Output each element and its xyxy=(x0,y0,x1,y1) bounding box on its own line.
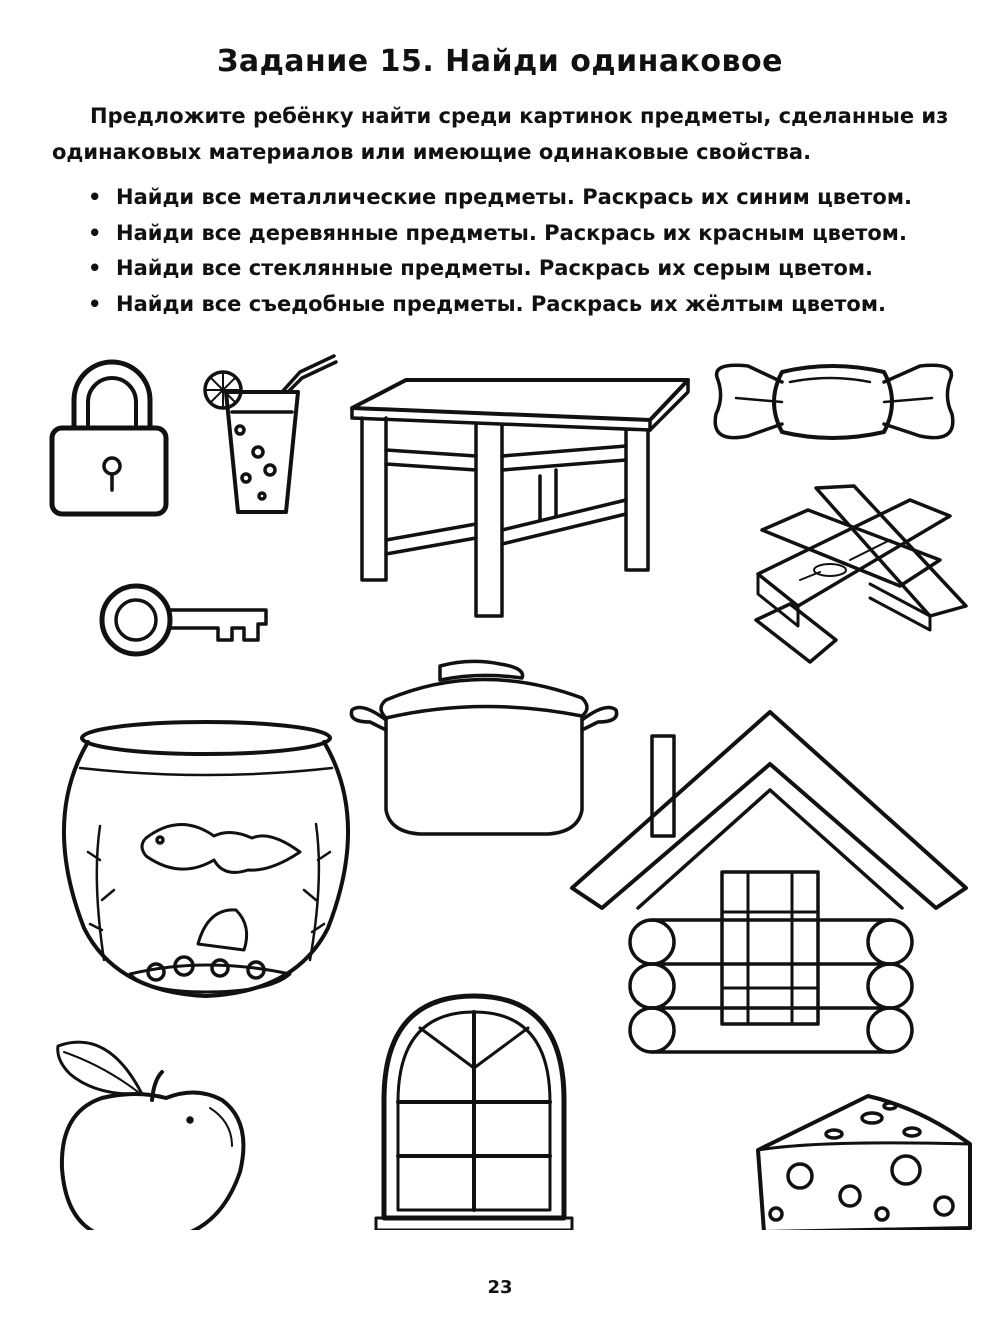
window-icon[interactable] xyxy=(376,996,572,1230)
pot-icon[interactable] xyxy=(351,661,616,834)
task-glass: • Найди все стеклянные предметы. Раскрась их серым цветом. xyxy=(88,251,912,287)
candy-icon[interactable] xyxy=(715,365,953,438)
cheese-icon[interactable] xyxy=(758,1096,970,1230)
planks-icon[interactable] xyxy=(756,486,966,662)
instructions-line-1: Предложите ребёнку найти среди картинок предметы, сделанные из xyxy=(90,104,949,128)
padlock-icon[interactable] xyxy=(52,362,166,514)
coloring-pictures xyxy=(0,330,1000,1230)
glass-of-juice-icon[interactable] xyxy=(205,356,336,512)
key-icon[interactable] xyxy=(102,586,266,654)
task-list xyxy=(88,180,912,322)
page-title: Задание 15. Найди одинаковое xyxy=(217,44,783,79)
task-edible: • Найди все съедобные предметы. Раскрась их жёлтым цветом. xyxy=(88,287,912,323)
log-house-icon[interactable] xyxy=(572,712,966,1052)
task-metal: • Найди все металлические предметы. Раскрась их синим цветом. xyxy=(88,180,912,216)
instructions-line-2: одинаковых материалов или имеющие одинаковые свойства. xyxy=(52,140,812,164)
task-wood: • Найди все деревянные предметы. Раскрась их красным цветом. xyxy=(88,216,912,252)
page-number: 23 xyxy=(487,1277,513,1298)
table-icon[interactable] xyxy=(352,380,688,616)
instructions xyxy=(52,98,964,170)
aquarium-icon[interactable] xyxy=(64,722,348,996)
apple-icon[interactable] xyxy=(58,1042,244,1230)
